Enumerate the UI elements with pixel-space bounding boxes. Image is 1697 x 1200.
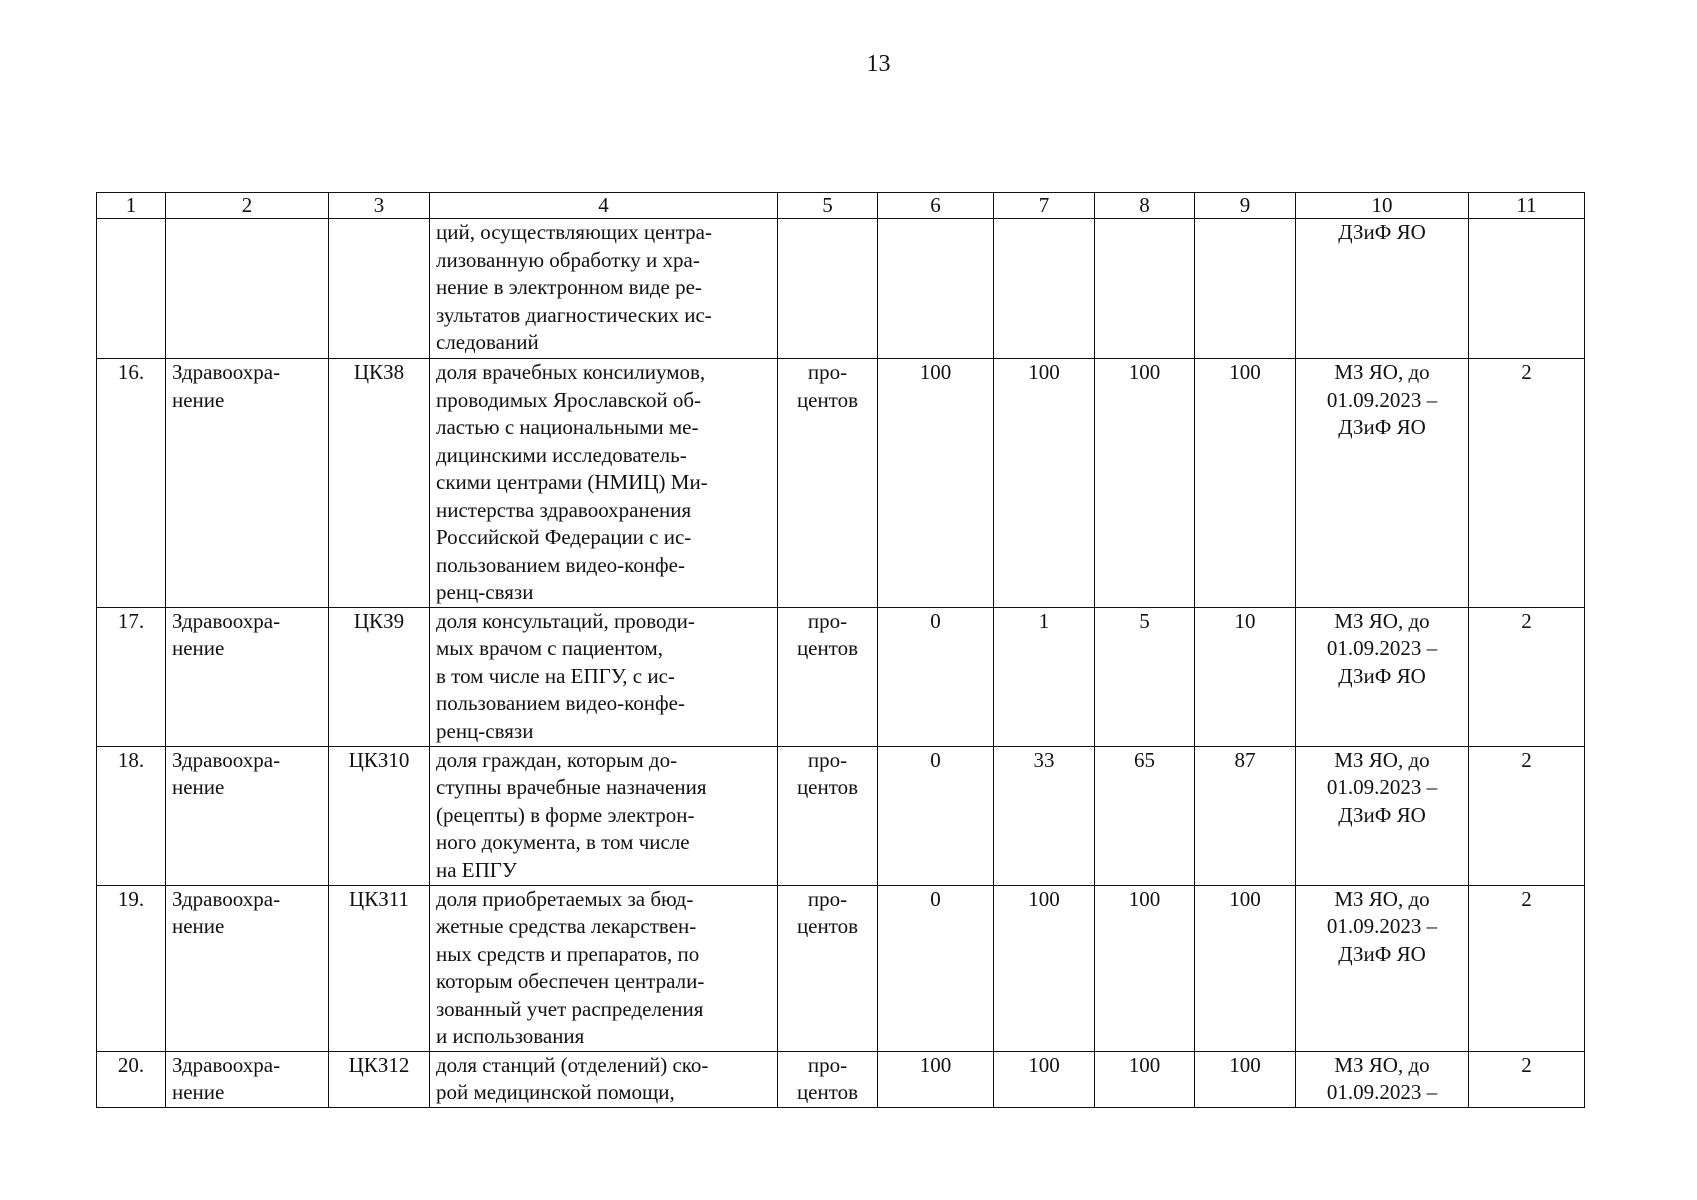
value-cell: 100	[1095, 1051, 1195, 1107]
value-cell: 100	[1195, 359, 1296, 608]
text-line: зультатов диагностических ис-	[436, 302, 712, 327]
text-line: центов	[796, 636, 859, 660]
text-line: МЗ ЯО, до	[1334, 886, 1430, 911]
text-line: зованный учет распределения	[436, 996, 704, 1021]
value-cell: 100	[1095, 359, 1195, 608]
cell-empty	[878, 219, 994, 359]
text-line: ренц-связи	[436, 718, 534, 743]
text-line: ластью с национальными ме-	[436, 415, 699, 439]
indicator-code: ЦКЗ11	[329, 885, 430, 1051]
text-line: про-	[807, 608, 848, 633]
text-line: про-	[807, 886, 848, 911]
text-line: нистерства здравоохранения	[436, 497, 692, 522]
text-line: 01.09.2023 –	[1326, 914, 1438, 938]
text-line: 01.09.2023 –	[1326, 387, 1438, 412]
value-cell: 87	[1195, 746, 1296, 885]
unit-cell	[778, 1051, 878, 1107]
text-line: нение	[172, 1080, 225, 1104]
text-line: МЗ ЯО, до	[1334, 608, 1430, 633]
responsible-cell	[1296, 1051, 1469, 1107]
text-line: нение	[172, 387, 225, 412]
value-cell: 100	[878, 359, 994, 608]
text-line: Здравоохра-	[172, 747, 281, 772]
text-line: доля станций (отделений) ско-	[436, 1052, 709, 1077]
cell-empty	[97, 219, 166, 359]
text-line: про-	[807, 747, 848, 772]
indicator-code: ЦКЗ12	[329, 1051, 430, 1107]
cell-empty	[166, 219, 329, 359]
responsible-cell	[1296, 219, 1469, 359]
text-line: следований	[436, 330, 539, 354]
value-cell: 100	[1195, 1051, 1296, 1107]
sector-cell	[166, 885, 329, 1051]
indicator-description	[430, 359, 778, 608]
text-line: (рецепты) в форме электрон-	[436, 802, 695, 827]
column-header: 2	[166, 193, 329, 219]
text-line: ДЗиФ ЯО	[1338, 663, 1426, 688]
text-line: Здравоохра-	[172, 1052, 281, 1077]
responsible-cell	[1296, 359, 1469, 608]
text-line: 01.09.2023 –	[1326, 775, 1438, 799]
column-header: 6	[878, 193, 994, 219]
row-number: 19.	[97, 885, 166, 1051]
text-line: МЗ ЯО, до	[1334, 360, 1430, 384]
text-line: нение	[172, 636, 225, 660]
text-line: которым обеспечен централи-	[436, 969, 705, 993]
value-cell: 100	[994, 885, 1095, 1051]
table-row	[97, 885, 1585, 1051]
cell-empty	[329, 219, 430, 359]
column-header: 4	[430, 193, 778, 219]
indicator-description	[430, 746, 778, 885]
unit-cell	[778, 607, 878, 746]
table-row	[97, 1051, 1585, 1107]
text-line: доля консультаций, проводи-	[436, 608, 695, 633]
text-line: доля врачебных консилиумов,	[436, 360, 706, 384]
text-line: центов	[796, 1080, 859, 1104]
text-line: ций, осуществляющих центра-	[436, 220, 712, 244]
text-line: Здравоохра-	[172, 608, 281, 633]
text-line: Здравоохра-	[172, 886, 281, 911]
value-cell: 100	[878, 1051, 994, 1107]
indicator-table	[96, 192, 1585, 1108]
indicator-description	[430, 607, 778, 746]
table-row	[97, 359, 1585, 608]
text-line: про-	[807, 360, 848, 384]
text-line: ступны врачебные назначения	[436, 775, 707, 799]
value-cell: 0	[878, 885, 994, 1051]
column-number-header	[97, 193, 1585, 219]
column-11-cell: 2	[1469, 885, 1585, 1051]
indicator-code: ЦКЗ10	[329, 746, 430, 885]
text-line: центов	[796, 914, 859, 938]
value-cell: 0	[878, 746, 994, 885]
text-line: на ЕПГУ	[436, 857, 517, 882]
text-line: рой медицинской помощи,	[436, 1080, 675, 1104]
value-cell: 0	[878, 607, 994, 746]
text-line: центов	[796, 775, 859, 799]
sector-cell	[166, 359, 329, 608]
cell-empty	[1095, 219, 1195, 359]
value-cell: 100	[994, 359, 1095, 608]
sector-cell	[166, 1051, 329, 1107]
text-line: ДЗиФ ЯО	[1338, 220, 1426, 244]
text-line: в том числе на ЕПГУ, с ис-	[436, 663, 675, 688]
table-row	[97, 746, 1585, 885]
text-line: пользованием видео-конфе-	[436, 552, 685, 577]
row-number: 20.	[97, 1051, 166, 1107]
value-cell: 10	[1195, 607, 1296, 746]
text-line: ДЗиФ ЯО	[1338, 802, 1426, 827]
indicator-code: ЦКЗ9	[329, 607, 430, 746]
row-number: 16.	[97, 359, 166, 608]
text-line: и использования	[436, 1024, 585, 1048]
value-cell: 65	[1095, 746, 1195, 885]
column-header: 10	[1296, 193, 1469, 219]
text-line: дицинскими исследователь-	[436, 442, 687, 467]
text-line: МЗ ЯО, до	[1334, 747, 1430, 772]
text-line: доля граждан, которым до-	[436, 747, 678, 772]
indicator-description	[430, 219, 778, 359]
table-row-continuation	[97, 219, 1585, 359]
unit-cell	[778, 359, 878, 608]
responsible-cell	[1296, 607, 1469, 746]
text-line: проводимых Ярославской об-	[436, 387, 702, 412]
column-11-cell: 2	[1469, 607, 1585, 746]
responsible-cell	[1296, 746, 1469, 885]
column-header: 9	[1195, 193, 1296, 219]
text-line: скими центрами (НМИЦ) Ми-	[436, 470, 708, 494]
text-line: Российской Федерации с ис-	[436, 525, 692, 549]
value-cell: 100	[994, 1051, 1095, 1107]
cell-empty	[1469, 219, 1585, 359]
column-header: 1	[97, 193, 166, 219]
text-line: МЗ ЯО, до	[1334, 1052, 1430, 1077]
sector-cell	[166, 746, 329, 885]
unit-cell	[778, 885, 878, 1051]
text-line: пользованием видео-конфе-	[436, 691, 685, 715]
text-line: ДЗиФ ЯО	[1338, 415, 1426, 439]
column-11-cell: 2	[1469, 746, 1585, 885]
text-line: 01.09.2023 –	[1326, 636, 1438, 660]
text-line: центов	[796, 387, 859, 412]
cell-empty	[994, 219, 1095, 359]
row-number: 17.	[97, 607, 166, 746]
text-line: доля приобретаемых за бюд-	[436, 886, 694, 911]
text-line: лизованную обработку и хра-	[436, 247, 700, 272]
text-line: жетные средства лекарствен-	[436, 914, 697, 938]
value-cell: 33	[994, 746, 1095, 885]
text-line: Здравоохра-	[172, 360, 281, 384]
cell-empty	[1195, 219, 1296, 359]
column-11-cell: 2	[1469, 359, 1585, 608]
indicator-code: ЦКЗ8	[329, 359, 430, 608]
indicator-description	[430, 1051, 778, 1107]
page-number: 13	[866, 51, 891, 77]
text-line: нение	[172, 914, 225, 938]
column-11-cell: 2	[1469, 1051, 1585, 1107]
text-line: 01.09.2023 –	[1326, 1080, 1438, 1104]
sector-cell	[166, 607, 329, 746]
value-cell: 100	[1095, 885, 1195, 1051]
text-line: про-	[807, 1052, 848, 1077]
column-header: 5	[778, 193, 878, 219]
text-line: ного документа, в том числе	[436, 830, 690, 854]
text-line: нение	[172, 775, 225, 799]
column-header: 11	[1469, 193, 1585, 219]
column-header: 3	[329, 193, 430, 219]
value-cell: 100	[1195, 885, 1296, 1051]
column-header: 7	[994, 193, 1095, 219]
table-row	[97, 607, 1585, 746]
text-line: ных средств и препаратов, по	[436, 941, 700, 966]
responsible-cell	[1296, 885, 1469, 1051]
text-line: мых врачом с пациентом,	[436, 636, 663, 660]
value-cell: 1	[994, 607, 1095, 746]
column-header: 8	[1095, 193, 1195, 219]
value-cell: 5	[1095, 607, 1195, 746]
row-number: 18.	[97, 746, 166, 885]
text-line: ренц-связи	[436, 580, 534, 604]
text-line: ДЗиФ ЯО	[1338, 941, 1426, 966]
indicator-description	[430, 885, 778, 1051]
cell-empty	[778, 219, 878, 359]
unit-cell	[778, 746, 878, 885]
text-line: нение в электронном виде ре-	[436, 275, 702, 299]
